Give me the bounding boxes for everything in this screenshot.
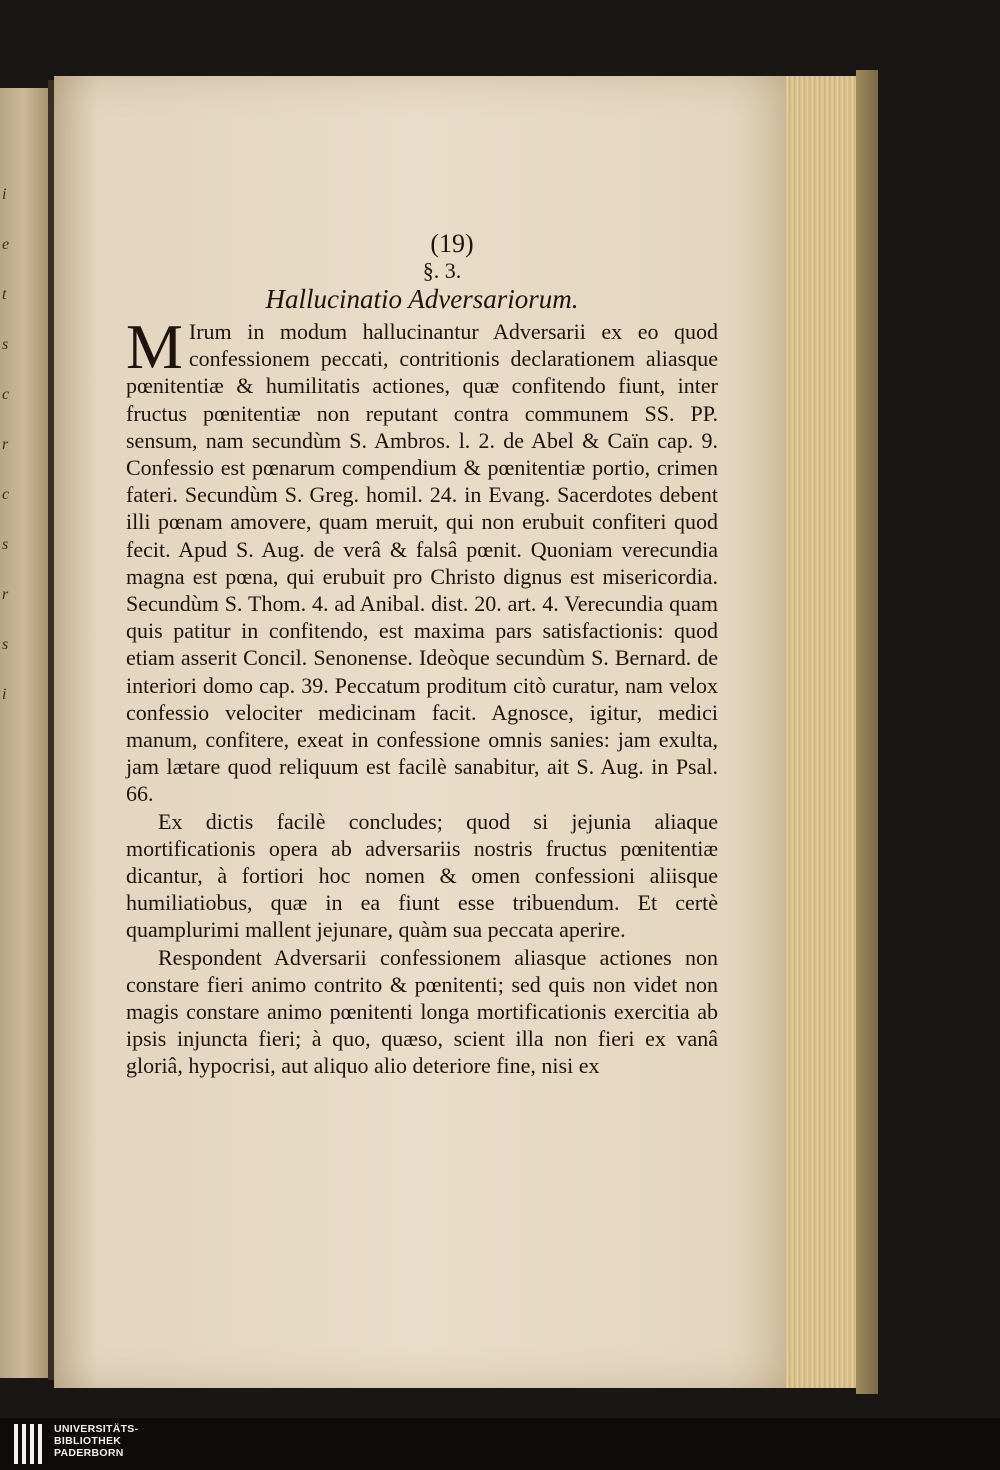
logo-line-3: PADERBORN — [54, 1447, 124, 1459]
page-number: (19) — [430, 229, 474, 258]
paragraph-2: Ex dictis facilè concludes; quod si jejunia aliaque mortificationis opera ab adversariis nostris fructus pœnitentiæ dicantur, à fortiori hoc nomen & omen confessioni aliisque humiliatiobus, quæ in ea fiunt esse tribuendum. Et certè quamplurimi mallent jejunare, quàm sua peccata aperire. — [126, 808, 718, 943]
paragraph-1-text: Irum in modum hallucinantur Adversarii ex eo quod confessionem peccati, contritionis declarationem aliasque pœnitentiæ & humilitatis actiones, quæ confitendo fiunt, inter fructus pœnitentiæ non reputant contra communem SS. PP. sensum, nam secundùm S. Ambros. l. 2. de Abel & Caïn cap. 9. Confessio est pœnarum compendium & pœnitentiæ portio, crimen fateri. Secundùm S. Greg. homil. 24. in Evang. Sacerdotes debent illi pœnam amovere, quam meruit, qui non erubuit confiteri quod fecit. Apud S. Aug. de verâ & falsâ pœnit. Quoniam verecundia magna est pœna, qui erubuit pro Christo dignus est misericordia. Secundùm S. Thom. 4. ad Anibal. dist. 20. art. 4. Verecundia quam quis patitur in confitendo, est maxima pars satisfactionis: quod etiam asserit Concil. Senonense. Ideòque secundùm S. Bernard. de interiori domo cap. 39. Peccatum proditum citò curatur, nam velox confessio velociter medicinam facit. Agnosce, igitur, medici manum, confitere, exeat in confessione omnis sanies: jam exulta, jam lætare quod reliquum est facilè sanabitur, ait S. Aug. in Psal. 66. — [126, 319, 718, 807]
section-heading: Hallucinatio Adversariorum. — [265, 284, 579, 314]
page-text-block — [126, 228, 718, 1080]
margin-mark: s — [2, 536, 9, 553]
library-logo-text — [54, 1423, 138, 1459]
margin-mark: r — [2, 436, 9, 453]
page-block-edge — [786, 76, 856, 1388]
margin-mark: s — [2, 336, 9, 353]
margin-mark: s — [2, 636, 9, 653]
logo-line-1: UNIVERSITÄTS- — [54, 1423, 139, 1435]
library-footer — [0, 1418, 1000, 1470]
margin-mark: e — [2, 236, 10, 253]
book-cover-edge — [856, 70, 878, 1394]
margin-mark: r — [2, 586, 9, 603]
library-logo-icon — [14, 1424, 46, 1464]
left-margin-marks — [2, 170, 22, 720]
right-page — [54, 76, 786, 1388]
section-mark: §. 3. — [422, 258, 462, 283]
margin-mark: i — [2, 686, 7, 703]
margin-mark: c — [2, 486, 10, 503]
logo-line-2: BIBLIOTHEK — [54, 1435, 122, 1447]
drop-cap-letter: M — [126, 311, 183, 382]
margin-mark: i — [2, 186, 7, 203]
margin-mark: t — [2, 286, 7, 303]
paragraph-3: Respondent Adversarii confessionem aliasque actiones non constare fieri animo contrito & pœnitenti; sed quis non videt non magis constare animo pœnitenti longa mortificationis exercitia ab ipsis injuncta fieri; à quo, quæso, scient illa non fieri ex vanâ gloriâ, hypocrisi, aut aliquo alio deteriore fine, nisi ex — [126, 944, 718, 1079]
margin-mark: c — [2, 386, 10, 403]
paragraph-1 — [126, 311, 718, 808]
